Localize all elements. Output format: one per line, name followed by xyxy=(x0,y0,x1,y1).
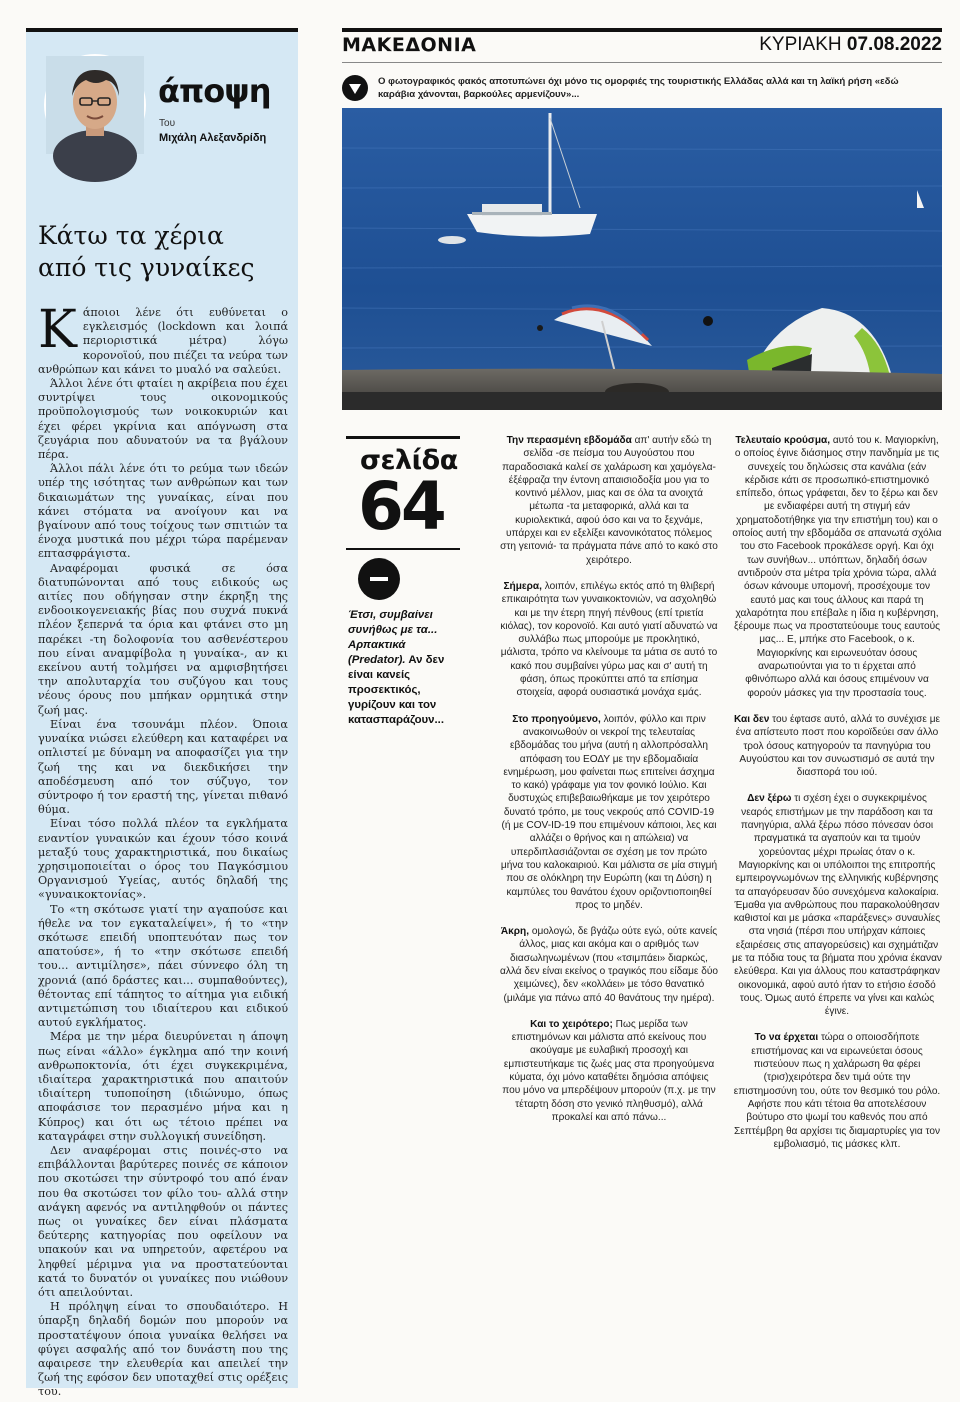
first-paragraph-text: άποιοι λένε ότι ευθύνεται ο εγκλεισμός (lockdown και λοιπά περιοριστικά μέτρα) λόγω κορονοϊού, που πιέζει τα νεύρα των ανθρώπων και κάνει το μυαλό να σαλεύει. xyxy=(38,306,288,376)
paragraph-text: απ' αυτήν εδώ τη σελίδα -σε πείσμα του Αυγούστου που παραδοσιακά καλεί σε χαλάρωση και χαμόγελα- έξέφραζα την έντονη απαισιοδοξία μου για το κοντινό μέλλον, μιας και σε όλα τα ανοιχτά μέτωπα -τα μεταφορικά, αλλά και τα κυριολεκτικά, αφού όσο και να το ξεχνάμε, υπάρχει και εν εξελίξει κανονικότατος πόλεμος στη γειτονιά- τα πράγματα πάνε από το κακό στο χειρότερο. xyxy=(500,435,718,566)
dropcap: Κ xyxy=(38,300,77,360)
paragraph-text: του έφτασε αυτό, αλλά το συνέχισε με ένα απίστευτο ποστ που κοροϊδεύει σαν άλλο τρολ όσους κατηγορούν τα πανηγύρια του Αυγούστου και τον συνωστισμό σε αυτά την διασπορά του ιού. xyxy=(735,713,941,779)
pull-quote xyxy=(346,608,460,728)
paragraph-lead: Άκρη, xyxy=(500,926,530,938)
photo-bottom-band xyxy=(342,392,942,410)
paragraph-lead: Την περασμένη εβδομάδα xyxy=(506,435,632,446)
page-box-rule-bottom xyxy=(346,548,460,550)
page-word: σελίδα xyxy=(360,445,458,476)
paragraph-text: τώρα ο οποιοσδήποτε επιστήμονας και να ειρωνεύεται όσους πιστεύουν πως η χαλάρωση θα φέρει (τρισ)χειρότερα δεν τιμά ούτε την επιστημοσύνη του, ούτε τον θεσμικό του ρόλο. Αφήστε που κάτι τέτοια θα αποτελέσουν βούτυρο στο ψωμί του καθενός που από Σεπτέμβρη θα αρχίσει τις διαμαρτυρίες για τον εμβολιασμό, τις μάσκες κλπ. xyxy=(733,1032,941,1150)
pull-quote-lead: Έτσι, συμβαίνει συνήθως με τα... Αρπακτικά (Predator). xyxy=(348,609,438,666)
paragraph-lead: Και δεν xyxy=(733,713,770,725)
article-paragraph xyxy=(500,925,718,1005)
newspaper-name: ΜΑΚΕΔΟΝΙΑ xyxy=(342,34,477,56)
opinion-section-label: άποψη xyxy=(158,72,271,110)
issue-date xyxy=(759,34,942,56)
article-paragraph xyxy=(500,713,718,912)
article-column-right xyxy=(732,434,942,1164)
paragraph-text: αυτό του κ. Μαγιορκίνη, ο οποίος έγινε διάσημος στην πανδημία με τις συνεχείς του δηλώσεις στα κανάλια (εάν κέρδισε κάτι σε προσωπικό-επιστημονικό επίπεδο, όπως γράφεται, δεν το ξέρω και δεν με ενδιαφέρει αυτή τη στιγμή εάν χρηματοδοτήθηκε για την επιστήμη του) και ο οποίος αυτή την εβδομάδα σε απανωτά σχόλια του στο Facebook προκάλεσε οργή. Και όχι των συνήθων... υπόπτων, δηλαδή όσων αντιδρούν στα μέτρα τρία χρόνια τώρα, αλλά όσων κάνουμε υπομονή, προσέχουμε τον εαυτό μας και τους άλλους και παρά τη χαλαρότητα που επέβαλε η ίδια η κυβέρνηση, ξέρουμε πως να προστατεύουμε τους εαυτούς μας... Ε, μπήκε στο Facebook, ο κ. Μαγιορκίνης και ειρωνευόταν όσους αναρωτιούνται για το τι έρχεται από φθινόπωρο αλλά και όσους επιμένουν να φορούν μάσκες για την προστασία τους. xyxy=(732,435,942,699)
author-prefix: Του xyxy=(159,118,176,129)
article-column-middle xyxy=(500,434,718,1137)
opinion-paragraph: Μέρα με την μέρα διευρύνεται η άποψη πως είναι «άλλο» έγκλημα από την κοινή ανθρωποκτονία, ότι έχει συγκεκριμένα, ιδιαίτερα χαρακτηριστικά που απαιτούν ιδιαίτερη τυποποίηση (ιδιώνυμο, όπως αποφάσισε τον περασμένο μήνα και η Κύπρος) και ότι ως τέτοιο πρέπει να καταγράφει στην συλλογική συνείδηση. xyxy=(38,1030,288,1143)
opinion-title-line1: Κάτω τα χέρια xyxy=(38,221,224,250)
article-paragraph xyxy=(732,792,942,1018)
header-rule-thin xyxy=(342,62,942,63)
article-paragraph xyxy=(500,580,718,700)
opinion-paragraph: Άλλοι πάλι λένε ότι το ρεύμα των ιδεών υπέρ της ισότητας των ανθρώπων και των δικαιωμάτων της γυναίκας, είναι που κάνει στόματα να ανοίγουν και να βγαίνουν από τους τοίχους των σπιτιών τα ένοχα μυστικά που μέχρι τώρα παρέμεναν επτασφράγιστα. xyxy=(38,462,288,561)
paragraph-lead: Σήμερα, xyxy=(503,580,542,592)
opinion-paragraph: Είναι ένα τσουνάμι πλέον. Όποια γυναίκα νιώσει ελεύθερη και καταφέρει να οπλιστεί με δύναμη να αποφασίζει για την ζωή της και να διεκδικήσει την αποδέσμευση από τον σύζυγο, τον σύντροφο ή τον εραστή της, γίνεται πιθανό θύμα. xyxy=(38,717,288,817)
paragraph-text: ομολογώ, δε βγάζω ούτε εγώ, ούτε κανείς άλλος, μιας και ακόμα και ο αριθμός των διασωληνωμένων (που «τσιμπάει» διαρκώς, αλλά δεν είναι εκείνος ο τραγικός που είδαμε δύο χειμώνες), δεν «κολλάει» με τόσο θανατικό (μιλάμε για πάνω από 40 θανάτους την ημέρα). xyxy=(500,926,718,1004)
minus-icon xyxy=(358,558,400,600)
paragraph-lead: Και το χειρότερο; xyxy=(530,1018,613,1030)
opinion-paragraph: Δεν αναφέρομαι στις ποινές-στο να επιβάλλονται βαρύτερες ποινές σε κάποιον που σκοτώσει την σύντροφό του από έναν που θα σκοτώσει τον φίλο του- αλλά στην ανάγκη αφενός να αντιληφθούν οι πάντες πως οι γυναίκες δεν είναι πλάσματα δεύτερης κατηγορίας που οφείλουν να υπακούν και να υπηρετούν, αφετέρου να ληφθεί μέριμνα για να προστατεύονται κατά το δυνατόν οι γυναίκες που νιώθουν ότι απειλούνται. xyxy=(38,1143,288,1300)
opinion-paragraph: Η πρόληψη είναι το σπουδαιότερο. Η ύπαρξη δηλαδή δομών που μπορούν να προστατέψουν όποια γυναίκα θελήσει να φύγει ασφαλής από τον δυνάστη που της αφαιρεσε την ελευθερία και απειλεί την ζωή της εφόσον δεν υποταχθεί στις ορέξεις του. xyxy=(38,1300,288,1399)
paragraph-text: Πως μερίδα των επιστημόνων και μάλιστα από εκείνους που ακούγαμε με ευλαβική προσοχή και εμπιστευτήκαμε τις ζωές μας στα προηγούμενα κύματα, όχι μόνο καταθέτει δημόσια απόψεις που μόνο να μπερδέψουν μπορούν (π.χ. με την τέταρτη δόση στο γενικό πληθυσμό), αλλά προκαλεί και από πάνω... xyxy=(502,1018,716,1123)
paragraph-text: λοιπόν, φύλλο και πριν ανακοινωθούν οι νεκροί της τελευταίας εβδομάδας του μήνα (αυτή η αλλοπρόσαλλη απόφαση του ΕΟΔΥ με την εβδομαδιαία ενημέρωση, μου φαίνεται πως επιτείνει άσχημα το κακό) γράφαμε για τον φονικό Ιούλιο. Και δυστυχώς επιβεβαιωθήκαμε με τον χειρότερο δυνατό τρόπο, με τους νεκρούς από COVID-19 (ή με COV-ID-19 που επιμένουν κάποιοι, λες και αλλάζει ο θρήνος και η απώλεια) να υπερδιπλασιάζονται σε σχέση με τον πρώτο μήνα του καλοκαιριού. Και μάλιστα σε μία στιγμή που σε ολόκληρη την Ευρώπη (και τη Δύση) η καμπύλες του θανάτου έχουν οριζοντιοποιηθεί προς το μηδέν. xyxy=(500,713,718,911)
photo-caption: Ο φωτογραφικός φακός αποτυπώνει όχι μόνο τις ομορφιές της τουριστικής Ελλάδας αλλά και τη λαϊκή ρήση «εδώ καράβια χάνονται, βαρκούλες αρμενίζουν»... xyxy=(378,76,899,100)
opinion-column xyxy=(26,28,298,1399)
opinion-body xyxy=(26,284,298,1400)
opinion-paragraph: Αναφέρομαι φυσικά σε όσα διατυπώνονται από τους ειδικούς ως αιτίες που οδήγησαν στην έκρηξη της ενδοοικογενειακής βίας που συχνά πυκνά πλέον ξεπερνά τα όρια και φτάνει στο μη παρέκει -τη δολοφονία του ασθενέστερου που είναι αναμφίβολα η γυναίκα-, αν κι εκείνου αυτή τολμήσει να αμφισβητήσει την απολυταρχία του συζύγου και τους νέους όρους που μπήκαν ορμητικά στην ζωή μας. xyxy=(38,561,288,717)
article-paragraph xyxy=(732,1031,942,1151)
author-name: Μιχάλη Αλεξανδρίδη xyxy=(159,132,267,144)
paragraph-text: λοιπόν, επιλέγω εκτός από τη θλιβερή επικαιρότητα των γυναικοκτονιών, να ασχοληθώ και με την έτερη πηγή πένθους (επί τριετία κιόλας), τον κορονοϊό. Και αυτό γιατί αδυνατώ να συλλάβω πως μπορούμε με προκλητικό, μάλιστα, τρόπο να κλείνουμε τα μάτια σε αυτό το κακό που συμβαίνει γύρω μας και σ' αυτή τη φάση, όπως προκύπτει από τα επίσημα στοιχεία, αφορά ουσιαστικά μονάχα εμάς. xyxy=(500,580,718,699)
opinion-title-line2: από τις γυναίκες xyxy=(38,253,255,282)
opinion-title xyxy=(26,220,298,284)
paragraph-lead: Δεν ξέρω xyxy=(747,793,792,805)
issue-date-value: 07.08.2022 xyxy=(846,34,942,55)
page-box-rule xyxy=(346,436,460,439)
article-paragraph xyxy=(500,434,718,567)
opinion-paragraph xyxy=(38,300,288,377)
page-reference-box xyxy=(346,436,460,728)
paragraph-lead: Στο προηγούμενο, xyxy=(512,713,601,725)
author-portrait-icon xyxy=(46,56,144,154)
article-paragraph xyxy=(732,713,942,779)
article-paragraph xyxy=(500,1018,718,1124)
beach-photo-illustration xyxy=(342,108,942,410)
issue-day: ΚΥΡΙΑΚΗ xyxy=(759,34,842,55)
caption-triangle-icon xyxy=(342,75,368,101)
article-paragraph xyxy=(732,434,942,700)
opinion-paragraph: Είναι τόσο πολλά πλέον τα εγκλήματα εναντίον γυναικών και έχουν τόσο κοινά μεταξύ τους χαρακτηριστικά, που δικαίως χρησιμοποιείται ο όρος του Παγκόσμιου Οργανισμού Υγείας, αυτός δηλαδή της «γυναικοκτονίας». xyxy=(38,817,288,902)
author-box xyxy=(26,32,298,160)
author-avatar xyxy=(44,54,146,156)
pull-quote-rest: Αν δεν είναι κανείς προσεκτικός, γυρίζουν και τον κατασπαράζουν... xyxy=(348,654,445,726)
paragraph-text: τι σχέση έχει ο συγκεκριμένος νεαρός επιστήμων με την παράδοση και τα πανηγύρια, αλλά ξέρω πόσο πόνεσαν όσοι πραγματικά τα αγαπούν και τα τιμούν χορεύοντας μέχρι πρωίας όταν ο κ. Μαγιορκίνης και οι υπόλοιποι της επιτροπής εμπειρογνωμόνων της ελληνικής κυβέρνησης τα απαγόρευσαν δύο συνεχόμενα καλοκαίρια. Έμαθα για ανθρώπους που παρακολούθησαν καθιστοί και με μάσκα «παράξενες» συναυλίες στα νησιά (πέρσι που υπήρχαν κάποιες εξαιρέσεις στις απαγορεύσεις) και σχημάτιζαν με τα πόδια τους τα βήματα που χρόνια έκαναν ελεύθερα. Και για άλλους που καταστράφηκαν οικονομικά, αφού αυτό ήταν το ετήσιο έσοδό τους. Όμως αυτό έπρεπε να γίνει και καλώς έγινε. xyxy=(732,793,942,1018)
paragraph-lead: Το να έρχεται xyxy=(754,1032,819,1044)
beach-photo xyxy=(342,108,942,410)
opinion-paragraph: Το «τη σκότωσε γιατί την αγαπούσε και ήθελε να τον εγκαταλείψει», ή το «την σκότωσε επειδή υποπτευόταν πως τον απατούσε», ή το «την σκότωσε επειδή του... αντιμίλησε», πάει σύννεφο όλη τη χρονιά (από δράστες και... συμπαθούντες), θέτοντας επί τάπητος το αίτημα για ειδική αντιμετώπιση του ιδιαίτερου και ειδικού αυτού εγκλήματος. xyxy=(38,902,288,1030)
opinion-paragraph: Άλλοι λένε ότι φταίει η ακρίβεια που έχει συντρίψει τους οικονομικούς προϋπολογισμούς των νοικοκυριών και έχει φέρει γκρίνια και απόγνωση στα ζευγάρια που αδυνατούν να τα βγάλουν πέρα. xyxy=(38,377,288,462)
header-rule xyxy=(342,28,942,32)
page-number: 64 xyxy=(358,468,444,545)
paragraph-lead: Τελευταίο κρούσμα, xyxy=(735,435,831,446)
